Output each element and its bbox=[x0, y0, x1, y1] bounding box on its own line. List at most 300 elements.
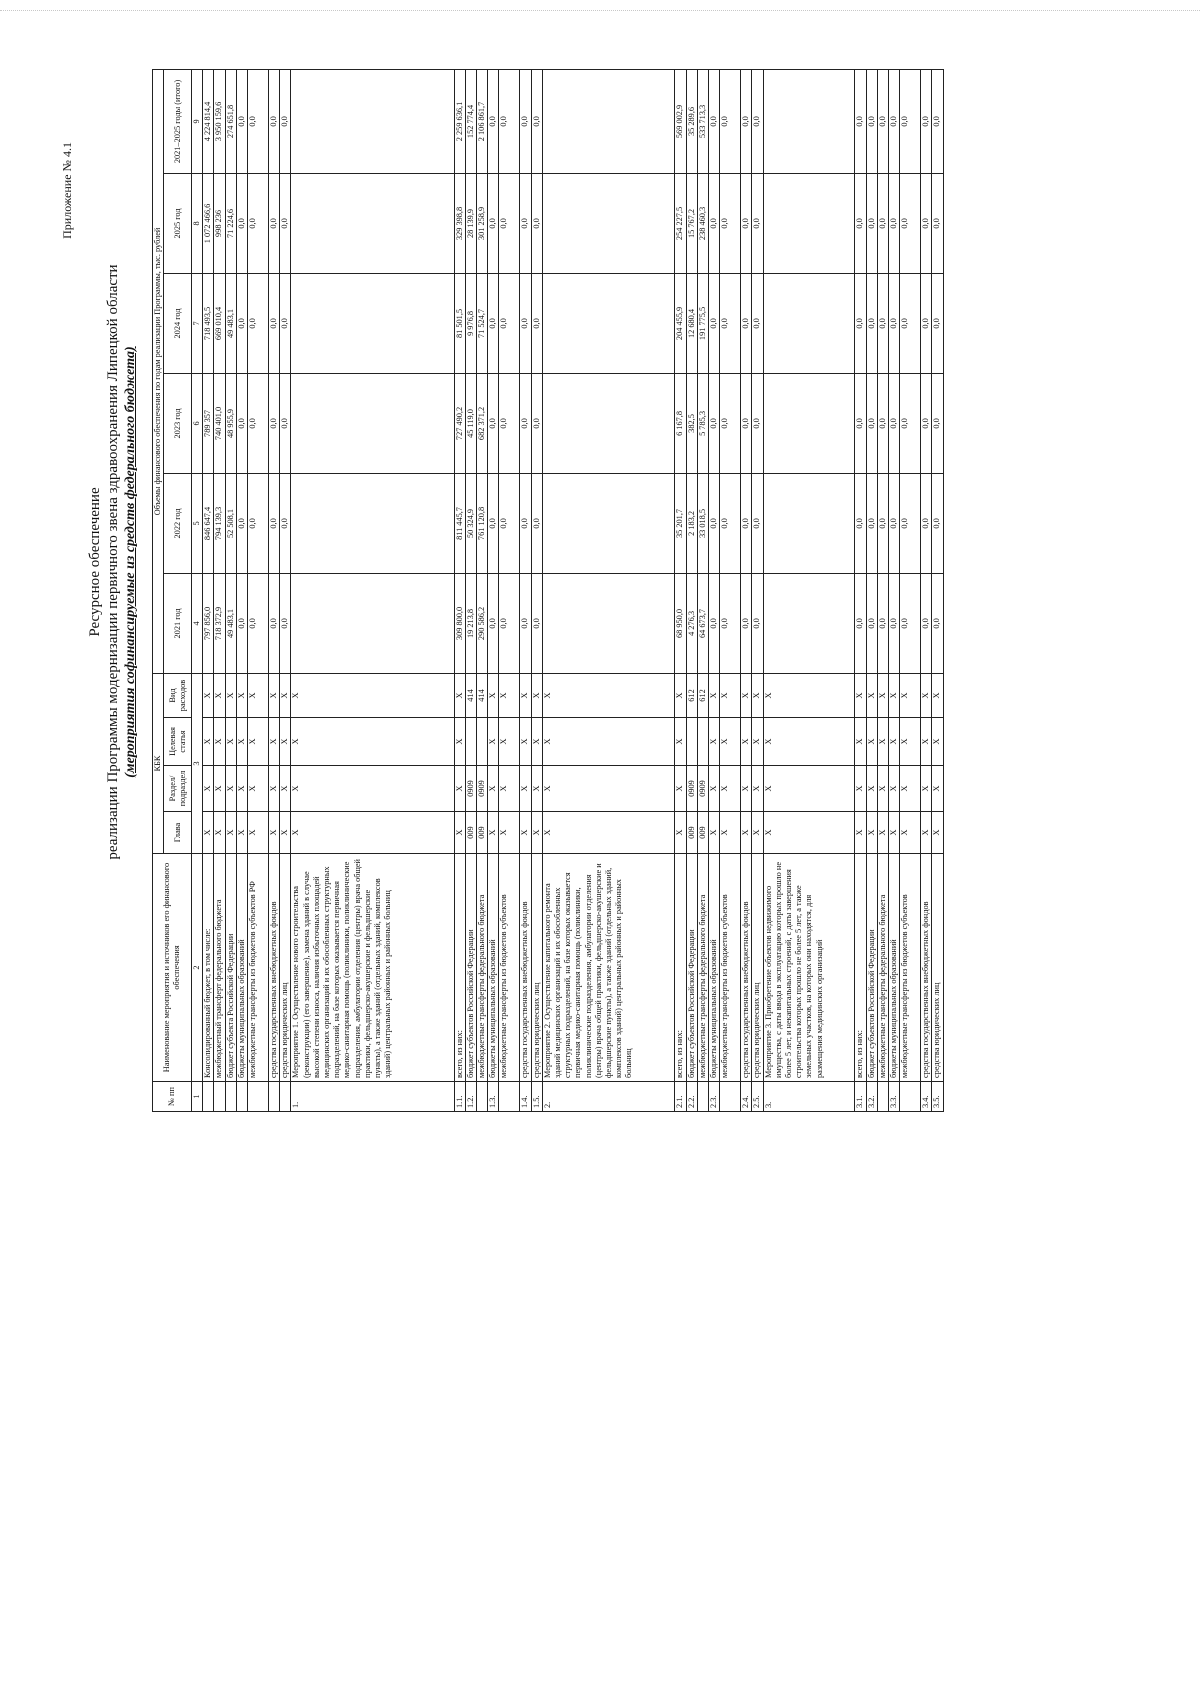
row-year-value bbox=[542, 373, 675, 473]
row-total-value: 0,0 bbox=[855, 69, 866, 173]
row-year-value: 0,0 bbox=[488, 273, 499, 373]
row-year-value: 0,0 bbox=[932, 473, 943, 573]
kbk-glava: Х bbox=[203, 812, 214, 854]
row-year-value: 727 490,2 bbox=[454, 373, 465, 473]
kbk-glava: Х bbox=[488, 812, 499, 854]
row-year-value: 290 586,2 bbox=[477, 573, 488, 673]
table-row bbox=[214, 69, 225, 1111]
row-year-value: 0,0 bbox=[877, 573, 888, 673]
row-year-value: 0,0 bbox=[720, 173, 741, 273]
row-name: межбюджетные трансферты из бюджетов субъектов РФ bbox=[248, 854, 269, 1082]
row-year-value: 0,0 bbox=[741, 473, 752, 573]
row-year-value: 0,0 bbox=[248, 173, 269, 273]
row-year-value: 0,0 bbox=[269, 573, 280, 673]
kbk-cst: Х bbox=[488, 718, 499, 766]
kbk-glava: Х bbox=[932, 812, 943, 854]
header-vr: Вид расходов bbox=[164, 673, 192, 717]
row-year-value: 0,0 bbox=[709, 473, 720, 573]
row-year-value: 0,0 bbox=[889, 573, 900, 673]
table-row bbox=[697, 69, 708, 1111]
kbk-glava: Х bbox=[531, 812, 542, 854]
kbk-glava: Х bbox=[900, 812, 921, 854]
row-year-value: 9 976,8 bbox=[465, 273, 476, 373]
row-name: средства государственных внебюджетных фондов bbox=[741, 854, 752, 1082]
row-year-value: 0,0 bbox=[280, 373, 291, 473]
row-year-value: 0,0 bbox=[900, 173, 921, 273]
row-year-value: 71 524,7 bbox=[477, 273, 488, 373]
table-row bbox=[488, 69, 499, 1111]
kbk-razdel: Х bbox=[488, 766, 499, 812]
kbk-cst: Х bbox=[236, 718, 247, 766]
row-year-value: 0,0 bbox=[877, 173, 888, 273]
row-year-value: 33 018,5 bbox=[697, 473, 708, 573]
row-name: всего, из них: bbox=[454, 854, 465, 1082]
row-year-value: 0,0 bbox=[900, 473, 921, 573]
colnum: 2 bbox=[192, 854, 203, 1082]
row-name: Мероприятие 1. Осуществление нового строительства (реконструкции) (его завершение), замена зданий в случае высокой степени износа, наличия избыточных площадей медицинских организаций и их обособленных структурных подразделений, на базе которых оказывается первичная медико-санитарная помощь (поликлиники, поликлинические подразделения, амбулатории отделения (центры) врача общей практики, фельдшерско-акушерские и фельдшерские пункты), а также зданий (отдельных зданий, комплексов зданий) центральных районных и районных больниц bbox=[291, 854, 454, 1082]
row-total-value: 0,0 bbox=[709, 69, 720, 173]
table-row bbox=[921, 69, 932, 1111]
kbk-razdel: Х bbox=[741, 766, 752, 812]
row-year-value: 0,0 bbox=[752, 173, 763, 273]
kbk-razdel: Х bbox=[542, 766, 675, 812]
row-year-value: 0,0 bbox=[531, 573, 542, 673]
row-number: 3. bbox=[763, 1082, 855, 1112]
row-year-value: 0,0 bbox=[900, 373, 921, 473]
row-total-value: 0,0 bbox=[877, 69, 888, 173]
table-row bbox=[763, 69, 855, 1111]
kbk-glava: Х bbox=[752, 812, 763, 854]
row-number bbox=[214, 1082, 225, 1112]
kbk-razdel: Х bbox=[248, 766, 269, 812]
kbk-glava: Х bbox=[520, 812, 531, 854]
row-year-value: 12 680,4 bbox=[686, 273, 697, 373]
row-year-value: 49 483,1 bbox=[225, 273, 236, 373]
kbk-glava: Х bbox=[248, 812, 269, 854]
table-row bbox=[269, 69, 280, 1111]
row-year-value: 0,0 bbox=[741, 273, 752, 373]
table-row bbox=[686, 69, 697, 1111]
table-row bbox=[741, 69, 752, 1111]
row-name: всего, из них: bbox=[855, 854, 866, 1082]
kbk-vr: Х bbox=[499, 673, 520, 717]
row-year-value: 0,0 bbox=[921, 473, 932, 573]
row-number: 2.2. bbox=[686, 1082, 697, 1112]
colnum: 5 bbox=[192, 473, 203, 573]
table-row bbox=[248, 69, 269, 1111]
kbk-razdel: Х bbox=[889, 766, 900, 812]
table-row bbox=[280, 69, 291, 1111]
row-year-value: 794 139,3 bbox=[214, 473, 225, 573]
header-volumes: Объемы финансового обеспечения по годам реализации Программы, тыс. рублей bbox=[153, 69, 164, 673]
table-row bbox=[889, 69, 900, 1111]
row-year-value: 0,0 bbox=[720, 373, 741, 473]
row-year-value: 0,0 bbox=[877, 473, 888, 573]
row-year-value: 0,0 bbox=[269, 273, 280, 373]
kbk-razdel: Х bbox=[921, 766, 932, 812]
table-row bbox=[236, 69, 247, 1111]
row-name: бюджет субъекта Российской Федерации bbox=[225, 854, 236, 1082]
row-year-value: 0,0 bbox=[866, 373, 877, 473]
table-row bbox=[454, 69, 465, 1111]
kbk-cst: Х bbox=[520, 718, 531, 766]
row-total-value: 0,0 bbox=[520, 69, 531, 173]
row-number bbox=[499, 1082, 520, 1112]
kbk-cst: Х bbox=[291, 718, 454, 766]
row-year-value: 797 856,0 bbox=[203, 573, 214, 673]
row-number bbox=[248, 1082, 269, 1112]
row-year-value: 0,0 bbox=[752, 573, 763, 673]
document-title bbox=[86, 32, 140, 1092]
header-kbk: КБК bbox=[153, 673, 164, 853]
row-year-value bbox=[291, 473, 454, 573]
row-year-value: 0,0 bbox=[866, 273, 877, 373]
row-year-value: 0,0 bbox=[531, 473, 542, 573]
kbk-glava: Х bbox=[675, 812, 686, 854]
row-year-value: 238 460,3 bbox=[697, 173, 708, 273]
row-year-value bbox=[763, 373, 855, 473]
kbk-vr: Х bbox=[520, 673, 531, 717]
colnum: 4 bbox=[192, 573, 203, 673]
row-total-value bbox=[763, 69, 855, 173]
row-name: средства юридических лиц bbox=[932, 854, 943, 1082]
kbk-cst: Х bbox=[531, 718, 542, 766]
row-year-value: 0,0 bbox=[709, 173, 720, 273]
row-year-value: 0,0 bbox=[932, 273, 943, 373]
kbk-razdel: Х bbox=[855, 766, 866, 812]
kbk-vr: Х bbox=[709, 673, 720, 717]
kbk-cst: Х bbox=[248, 718, 269, 766]
row-year-value: 0,0 bbox=[280, 173, 291, 273]
appendix-label: Приложение № 4.1 bbox=[60, 142, 74, 239]
row-year-value: 998 236 bbox=[214, 173, 225, 273]
row-year-value: 0,0 bbox=[520, 573, 531, 673]
row-year-value: 0,0 bbox=[248, 373, 269, 473]
table-row bbox=[520, 69, 531, 1111]
row-name: средства юридических лиц bbox=[752, 854, 763, 1082]
row-year-value: 35 201,7 bbox=[675, 473, 686, 573]
row-year-value: 0,0 bbox=[889, 173, 900, 273]
row-year-value: 0,0 bbox=[531, 173, 542, 273]
row-name: Мероприятие 2. Осуществление капитального ремонта зданий медицинских организаций и их обособленных структурных подразделений, на базе которых оказывается первичная медико-санитарная помощь (поликлиники, поликлинические подразделения, амбулатории отделения (центры) врача общей практики, фельдшерско-акушерские и фельдшерские пункты), а также зданий (отдельных зданий, комплексов зданий) центральных районных и районных больниц bbox=[542, 854, 675, 1082]
row-year-value: 718 372,9 bbox=[214, 573, 225, 673]
kbk-glava: Х bbox=[709, 812, 720, 854]
header-cst: Целевая статья bbox=[164, 718, 192, 766]
kbk-glava: Х bbox=[280, 812, 291, 854]
kbk-glava: Х bbox=[889, 812, 900, 854]
kbk-cst: Х bbox=[763, 718, 855, 766]
row-number bbox=[900, 1082, 921, 1112]
row-year-value: 0,0 bbox=[889, 273, 900, 373]
kbk-vr: Х bbox=[248, 673, 269, 717]
kbk-razdel: Х bbox=[269, 766, 280, 812]
title-line-3: (мероприятия софинансируемые из средств федерального бюджета) bbox=[123, 346, 138, 778]
kbk-vr: Х bbox=[921, 673, 932, 717]
row-year-value: 191 775,5 bbox=[697, 273, 708, 373]
row-number: 3.5. bbox=[932, 1082, 943, 1112]
kbk-vr: Х bbox=[203, 673, 214, 717]
kbk-glava: 009 bbox=[697, 812, 708, 854]
row-total-value: 152 774,4 bbox=[465, 69, 476, 173]
row-year-value bbox=[763, 573, 855, 673]
row-year-value: 0,0 bbox=[709, 373, 720, 473]
kbk-vr: Х bbox=[855, 673, 866, 717]
row-name: средства юридических лиц bbox=[280, 854, 291, 1082]
row-year-value: 0,0 bbox=[531, 273, 542, 373]
kbk-cst: Х bbox=[280, 718, 291, 766]
row-year-value: 0,0 bbox=[866, 573, 877, 673]
row-year-value: 204 455,9 bbox=[675, 273, 686, 373]
kbk-razdel: Х bbox=[520, 766, 531, 812]
row-year-value: 0,0 bbox=[900, 573, 921, 673]
row-year-value: 718 493,5 bbox=[203, 273, 214, 373]
row-year-value: 669 010,4 bbox=[214, 273, 225, 373]
row-year-value: 0,0 bbox=[709, 273, 720, 373]
table-row bbox=[291, 69, 454, 1111]
table-row bbox=[542, 69, 675, 1111]
row-total-value: 274 651,8 bbox=[225, 69, 236, 173]
row-year-value: 1 072 466,6 bbox=[203, 173, 214, 273]
kbk-glava: Х bbox=[921, 812, 932, 854]
row-year-value: 45 119,0 bbox=[465, 373, 476, 473]
kbk-glava: Х bbox=[225, 812, 236, 854]
row-year-value bbox=[291, 573, 454, 673]
row-year-value: 6 167,8 bbox=[675, 373, 686, 473]
row-year-value: 0,0 bbox=[932, 373, 943, 473]
kbk-razdel: Х bbox=[454, 766, 465, 812]
row-number: 1.4. bbox=[520, 1082, 531, 1112]
row-number: 2.5. bbox=[752, 1082, 763, 1112]
row-year-value bbox=[291, 373, 454, 473]
header-glava: Глава bbox=[164, 812, 192, 854]
row-total-value: 0,0 bbox=[866, 69, 877, 173]
row-year-value: 64 673,7 bbox=[697, 573, 708, 673]
kbk-glava: Х bbox=[269, 812, 280, 854]
row-year-value: 0,0 bbox=[720, 573, 741, 673]
kbk-vr: Х bbox=[752, 673, 763, 717]
row-number: 2.4. bbox=[741, 1082, 752, 1112]
row-year-value: 0,0 bbox=[499, 573, 520, 673]
row-year-value: 0,0 bbox=[488, 173, 499, 273]
row-year-value: 0,0 bbox=[269, 373, 280, 473]
row-number: 3.2. bbox=[866, 1082, 877, 1112]
row-year-value: 0,0 bbox=[741, 173, 752, 273]
row-total-value: 35 289,6 bbox=[686, 69, 697, 173]
row-year-value: 0,0 bbox=[921, 273, 932, 373]
row-total-value: 0,0 bbox=[488, 69, 499, 173]
row-year-value: 50 324,9 bbox=[465, 473, 476, 573]
row-total-value: 0,0 bbox=[932, 69, 943, 173]
header-year-2022: 2022 год bbox=[164, 473, 192, 573]
row-year-value: 0,0 bbox=[877, 273, 888, 373]
row-year-value bbox=[291, 173, 454, 273]
row-name: бюджеты муниципальных образований bbox=[236, 854, 247, 1082]
kbk-vr: Х bbox=[531, 673, 542, 717]
row-number: 3.4. bbox=[921, 1082, 932, 1112]
kbk-cst bbox=[477, 718, 488, 766]
kbk-glava: Х bbox=[877, 812, 888, 854]
table-row bbox=[675, 69, 686, 1111]
kbk-cst: Х bbox=[675, 718, 686, 766]
row-number bbox=[236, 1082, 247, 1112]
kbk-vr: Х bbox=[488, 673, 499, 717]
colnum: 3 bbox=[192, 673, 203, 853]
kbk-vr: 414 bbox=[465, 673, 476, 717]
kbk-cst bbox=[697, 718, 708, 766]
row-year-value: 0,0 bbox=[520, 173, 531, 273]
row-year-value: 0,0 bbox=[280, 573, 291, 673]
row-year-value: 789 357 bbox=[203, 373, 214, 473]
row-year-value: 71 224,6 bbox=[225, 173, 236, 273]
row-number bbox=[477, 1082, 488, 1112]
row-year-value: 0,0 bbox=[280, 273, 291, 373]
row-number bbox=[697, 1082, 708, 1112]
colnum: 7 bbox=[192, 273, 203, 373]
table-row bbox=[531, 69, 542, 1111]
row-year-value: 0,0 bbox=[269, 173, 280, 273]
row-year-value: 682 371,2 bbox=[477, 373, 488, 473]
kbk-cst: Х bbox=[921, 718, 932, 766]
row-total-value: 2 259 636,1 bbox=[454, 69, 465, 173]
kbk-razdel: 0909 bbox=[697, 766, 708, 812]
kbk-vr: Х bbox=[214, 673, 225, 717]
row-year-value: 0,0 bbox=[236, 473, 247, 573]
header-year-2023: 2023 год bbox=[164, 373, 192, 473]
colnum: 1 bbox=[192, 1082, 203, 1112]
row-year-value: 49 483,1 bbox=[225, 573, 236, 673]
row-year-value: 0,0 bbox=[269, 473, 280, 573]
row-name: средства государственных внебюджетных фондов bbox=[269, 854, 280, 1082]
row-number: 2.1. bbox=[675, 1082, 686, 1112]
row-year-value: 0,0 bbox=[855, 373, 866, 473]
row-year-value: 0,0 bbox=[709, 573, 720, 673]
kbk-glava: Х bbox=[855, 812, 866, 854]
row-year-value bbox=[542, 173, 675, 273]
kbk-razdel: Х bbox=[499, 766, 520, 812]
kbk-cst: Х bbox=[877, 718, 888, 766]
kbk-razdel: Х bbox=[709, 766, 720, 812]
row-year-value: 0,0 bbox=[877, 373, 888, 473]
row-year-value bbox=[763, 273, 855, 373]
kbk-cst: Х bbox=[709, 718, 720, 766]
row-year-value: 19 213,8 bbox=[465, 573, 476, 673]
row-name: межбюджетные трансферты федерального бюджета bbox=[697, 854, 708, 1082]
row-year-value: 0,0 bbox=[752, 273, 763, 373]
colnum: 6 bbox=[192, 373, 203, 473]
kbk-vr: Х bbox=[225, 673, 236, 717]
row-year-value bbox=[291, 273, 454, 373]
kbk-vr: Х bbox=[866, 673, 877, 717]
kbk-razdel: 0909 bbox=[465, 766, 476, 812]
kbk-razdel: Х bbox=[932, 766, 943, 812]
kbk-glava: 009 bbox=[686, 812, 697, 854]
row-number bbox=[269, 1082, 280, 1112]
header-year-2024: 2024 год bbox=[164, 273, 192, 373]
table-row bbox=[866, 69, 877, 1111]
kbk-razdel: Х bbox=[675, 766, 686, 812]
row-total-value: 0,0 bbox=[741, 69, 752, 173]
row-year-value: 4 276,3 bbox=[686, 573, 697, 673]
row-year-value: 761 120,8 bbox=[477, 473, 488, 573]
kbk-razdel: Х bbox=[280, 766, 291, 812]
row-name: Мероприятие 3. Приобретение объектов недвижимого имущества, с даты ввода в эксплуатацию которых прошло не более 5 лет, и некапитальных строений, с даты завершения строительства которых прошло не более 5 лет, а также земельных участков, на которых они находятся, для размещения медицинских организаций bbox=[763, 854, 855, 1082]
header-name: Наименование мероприятия и источников его финансового обеспечения bbox=[153, 854, 192, 1082]
row-year-value: 0,0 bbox=[720, 473, 741, 573]
kbk-cst: Х bbox=[855, 718, 866, 766]
kbk-vr: Х bbox=[236, 673, 247, 717]
kbk-vr: Х bbox=[280, 673, 291, 717]
row-name: межбюджетные трансферты из бюджетов субъектов bbox=[900, 854, 921, 1082]
kbk-razdel: Х bbox=[763, 766, 855, 812]
row-year-value: 0,0 bbox=[866, 473, 877, 573]
resource-table bbox=[152, 69, 944, 1112]
row-year-value: 0,0 bbox=[741, 373, 752, 473]
row-year-value: 0,0 bbox=[236, 373, 247, 473]
kbk-razdel: Х bbox=[291, 766, 454, 812]
header-total: 2021–2025 годы (итого) bbox=[164, 69, 192, 173]
kbk-vr: 612 bbox=[686, 673, 697, 717]
row-number: 1. bbox=[291, 1082, 454, 1112]
kbk-vr: Х bbox=[291, 673, 454, 717]
kbk-vr: Х bbox=[763, 673, 855, 717]
kbk-vr: Х bbox=[720, 673, 741, 717]
row-year-value: 0,0 bbox=[499, 373, 520, 473]
row-year-value: 309 800,0 bbox=[454, 573, 465, 673]
row-year-value: 0,0 bbox=[932, 573, 943, 673]
row-year-value: 811 445,7 bbox=[454, 473, 465, 573]
row-year-value bbox=[763, 173, 855, 273]
row-year-value: 0,0 bbox=[499, 273, 520, 373]
row-name: бюджет субъектов Российской Федерации bbox=[866, 854, 877, 1082]
row-number: 1.5. bbox=[531, 1082, 542, 1112]
kbk-glava: Х bbox=[236, 812, 247, 854]
row-year-value: 740 401,0 bbox=[214, 373, 225, 473]
row-year-value: 0,0 bbox=[499, 473, 520, 573]
row-year-value: 0,0 bbox=[488, 373, 499, 473]
row-year-value: 0,0 bbox=[752, 473, 763, 573]
kbk-cst: Х bbox=[866, 718, 877, 766]
kbk-razdel: 0909 bbox=[686, 766, 697, 812]
row-year-value: 2 183,2 bbox=[686, 473, 697, 573]
row-year-value: 0,0 bbox=[741, 573, 752, 673]
kbk-glava: Х bbox=[291, 812, 454, 854]
header-razdel: Раздел/ подраздел bbox=[164, 766, 192, 812]
table-row bbox=[855, 69, 866, 1111]
kbk-glava: Х bbox=[866, 812, 877, 854]
row-year-value: 0,0 bbox=[280, 473, 291, 573]
row-year-value: 0,0 bbox=[889, 473, 900, 573]
kbk-cst: Х bbox=[932, 718, 943, 766]
row-number: 3.1. bbox=[855, 1082, 866, 1112]
row-name: Консолидированный бюджет, в том числе: bbox=[203, 854, 214, 1082]
row-name: средства юридических лиц bbox=[531, 854, 542, 1082]
kbk-vr: Х bbox=[932, 673, 943, 717]
row-total-value: 0,0 bbox=[752, 69, 763, 173]
row-year-value bbox=[542, 573, 675, 673]
row-name: всего, из них: bbox=[675, 854, 686, 1082]
row-total-value: 0,0 bbox=[900, 69, 921, 173]
row-name: межбюджетные трансферты из бюджетов субъектов bbox=[720, 854, 741, 1082]
kbk-vr: Х bbox=[741, 673, 752, 717]
kbk-cst: Х bbox=[269, 718, 280, 766]
row-name: межбюджетные трансферты из бюджетов субъектов bbox=[499, 854, 520, 1082]
row-number: 2.3. bbox=[709, 1082, 720, 1112]
kbk-vr: Х bbox=[675, 673, 686, 717]
row-year-value: 846 647,4 bbox=[203, 473, 214, 573]
row-total-value bbox=[291, 69, 454, 173]
row-name: бюджеты муниципальных образований bbox=[709, 854, 720, 1082]
kbk-cst: Х bbox=[203, 718, 214, 766]
